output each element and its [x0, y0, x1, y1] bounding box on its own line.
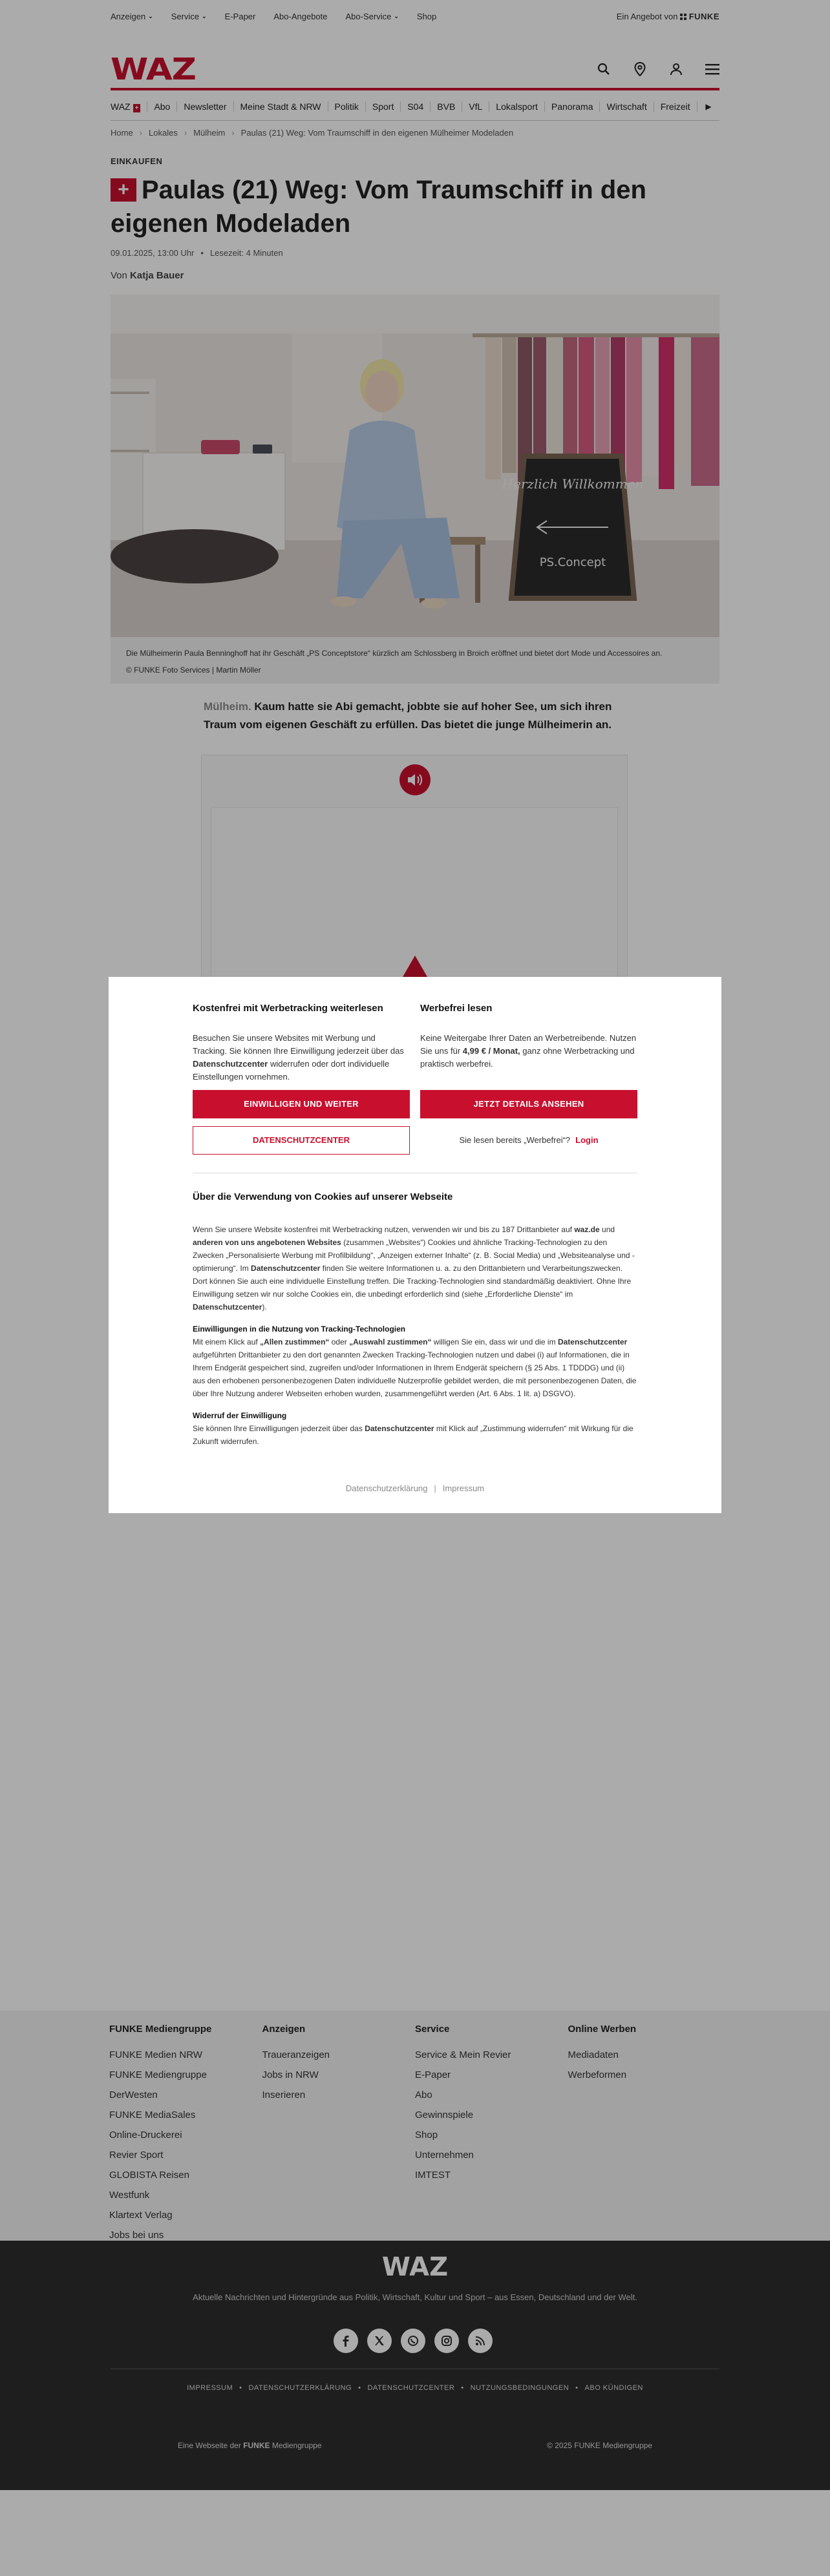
nav-item-wirtschaft[interactable]: Wirtschaft: [600, 101, 654, 112]
footer-link[interactable]: Revier Sport: [109, 2150, 164, 2161]
login-link[interactable]: Login: [575, 1135, 599, 1145]
footer-link[interactable]: Unternehmen: [415, 2150, 474, 2161]
cookie-paragraph-1: Wenn Sie unsere Website kostenfrei mit Werbetracking nutzen, verwenden wir und bis zu 187 Drittanbieter auf waz.de und anderen von uns angebotenen Websites (zusammen „Websites“) Cookies und ähnliche Tracking-Technologien zu den Zwecken „Personalisierte Werbung mit Profilbildung“, „Anzeigen externer Inhalte“ (z. B. Social Media) und „Websiteanalyse und -optimierung“. Im Datenschutzcenter finden Sie weitere Informationen u. a. zu den Drittanbietern und Verarbeitungszwecken. Dort können Sie auch eine individuelle Einstellung treffen. Die Tracking-Technologien sind standardmäßig deaktiviert. Ohne Ihre Einwilligung setzen wir nur solche Cookies ein, die unbedingt erforderlich sind (siehe „Erforderliche Dienste“ im Datenschutzcenter).: [193, 1225, 635, 1312]
imprint-link[interactable]: Impressum: [442, 1483, 485, 1493]
nav-item-meine-stadt[interactable]: Meine Stadt & NRW: [234, 101, 328, 112]
cookie-usage-title: Über die Verwendung von Cookies auf unserer Webseite: [193, 1191, 453, 1202]
lead-place: Mülheim.: [204, 700, 251, 713]
photo-credit: © FUNKE Foto Services | Martin Möller: [126, 665, 261, 675]
nav-item-lokalsport[interactable]: Lokalsport: [489, 101, 545, 112]
waz-domain-text: waz.de: [574, 1225, 600, 1234]
footer-link[interactable]: Online-Druckerei: [109, 2130, 182, 2141]
view-details-button[interactable]: JETZT DETAILS ANSEHEN: [420, 1090, 637, 1118]
chevron-down-icon: ⌄: [202, 13, 207, 19]
nav-item-freizeit[interactable]: Freizeit: [654, 101, 697, 112]
privacy-center-link[interactable]: Datenschutzcenter: [557, 1337, 628, 1346]
footer-link[interactable]: Klartext Verlag: [109, 2210, 173, 2221]
funke-prefix: Ein Angebot von: [616, 12, 678, 21]
cookie-consent-dialog: [109, 977, 721, 1513]
site-of-prefix: Eine Webseite der: [178, 2441, 241, 2450]
privacy-center-link[interactable]: Datenschutzcenter: [251, 1264, 321, 1273]
footer-link[interactable]: Traueranzeigen: [262, 2049, 330, 2060]
breadcrumb-separator-icon: ›: [139, 128, 143, 138]
chevron-down-icon: ⌄: [148, 13, 153, 19]
lead-text: Kaum hatte sie Abi gemacht, jobbte sie auf hoher See, um sich ihren Traum vom eigenen Geschäft zu erfüllen. Das bietet die junge Mülheimerin an.: [204, 700, 612, 731]
privacy-center-link[interactable]: Datenschutzcenter: [193, 1059, 268, 1069]
privacy-center-button[interactable]: DATENSCHUTZCENTER: [193, 1126, 410, 1155]
privacy-policy-link[interactable]: Datenschutzerklärung: [345, 1483, 428, 1493]
nav-item-s04[interactable]: S04: [401, 101, 431, 112]
nav-item-panorama[interactable]: Panorama: [545, 101, 601, 112]
nav-scroll-right-icon[interactable]: ▶: [697, 96, 719, 118]
footer-link[interactable]: Werbeformen: [568, 2069, 627, 2080]
breadcrumb-separator-icon: ›: [231, 128, 235, 138]
utility-link-abo-service[interactable]: Abo-Service ⌄: [345, 12, 399, 21]
author-name[interactable]: Katja Bauer: [130, 270, 184, 281]
footer-link[interactable]: Mediadaten: [568, 2049, 619, 2060]
sign-brand: PS.Concept: [539, 556, 606, 569]
footer-link[interactable]: Shop: [415, 2130, 438, 2141]
reading-time: Lesezeit: 4 Minuten: [209, 248, 283, 258]
consent-tracking-text-1: Besuchen Sie unsere Websites mit Werbung und Tracking. Sie können Ihre Einwilligung jederzeit über das: [193, 1033, 404, 1056]
footer-link[interactable]: Jobs bei uns: [109, 2230, 164, 2241]
consent-footer-links: [109, 1483, 721, 1493]
footer-link[interactable]: Gewinnspiele: [415, 2110, 474, 2120]
plus-badge: +: [133, 104, 141, 112]
funke-brand: FUNKE: [688, 12, 719, 21]
consent-heading-withdraw: Widerruf der Einwilligung: [193, 1411, 287, 1420]
breadcrumb-home[interactable]: Home: [111, 128, 133, 138]
consent-option-tracking: [193, 1003, 410, 1155]
utility-link-shop[interactable]: Shop: [416, 12, 437, 21]
footer-link[interactable]: FUNKE Medien NRW: [109, 2049, 202, 2060]
footer-link[interactable]: Jobs in NRW: [262, 2069, 319, 2080]
chevron-down-icon: ⌄: [394, 13, 399, 19]
footer-column-title: Service: [415, 2024, 450, 2035]
footer-link[interactable]: GLOBISTA Reisen: [109, 2170, 189, 2181]
consent-tracking-text-2: widerrufen oder dort individuelle Einstellungen vornehmen.: [193, 1059, 390, 1082]
breadcrumb-separator-icon: ›: [184, 128, 187, 138]
consent-heading-tracking: Einwilligungen in die Nutzung von Tracking-Technologien: [193, 1325, 406, 1334]
meta-separator: •: [200, 248, 204, 258]
nav-item-bvb[interactable]: BVB: [431, 101, 462, 112]
breadcrumb-current: Paulas (21) Weg: Vom Traumschiff in den eigenen Mülheimer Modeladen: [240, 128, 514, 138]
article-title-text: Paulas (21) Weg: Vom Traumschiff in den eigenen Modeladen: [111, 176, 646, 238]
site-of-suffix: Mediengruppe: [271, 2441, 322, 2450]
adfree-price: 4,99 € / Monat,: [462, 1046, 520, 1056]
footer-link[interactable]: Westfunk: [109, 2190, 150, 2201]
cookie-usage-text: [193, 1223, 637, 1448]
legal-separator: •: [461, 2384, 464, 2392]
footer-link[interactable]: Inserieren: [262, 2089, 306, 2100]
sign-greeting: Herzlich Willkommen: [502, 476, 644, 492]
utility-link-anzeigen[interactable]: Anzeigen ⌄: [111, 12, 153, 21]
consent-tracking-title: Kostenfrei mit Werbetracking weiterlesen: [193, 1003, 383, 1014]
breadcrumb-muelheim[interactable]: Mülheim: [193, 128, 226, 138]
waz-logo[interactable]: WAZ: [111, 52, 196, 87]
footer-column-title: Online Werben: [568, 2024, 637, 2035]
legal-separator: •: [239, 2384, 242, 2392]
legal-link-nutzungsbedingungen[interactable]: NUTZUNGSBEDINGUNGEN: [470, 2384, 569, 2392]
already-subscriber-line: [420, 1126, 637, 1155]
cookie-paragraph-2: Mit einem Klick auf „Allen zustimmen“ oder „Auswahl zustimmen“ willigen Sie ein, dass wir und die im Datenschutzcenter aufgeführten Drittanbieter zu den dort genannten Zwecken Tracking-Technologien nutzen und dabei (i) auf Informationen, die in Ihrem Endgerät gespeichert sind, zugreifen und/oder Informationen in Ihrem Endgerät speichern (§ 25 Abs. 1 TDDDG) und (ii) aus den erhobenen personenbezogenen Daten individuelle Nutzerprofile gebildet werden, die mit personenbezogenen Daten, die über Ihre Nutzung anderer Webseiten erhoben wurden, zusammengeführt werden (Art. 6 Abs. 1 lit. a) DSGVO).: [193, 1337, 637, 1398]
caption-text: Die Mülheimerin Paula Benninghoff hat ihr Geschäft „PS Conceptstore“ kürzlich am Schlossberg in Broich eröffnet und bietet dort Mode und Accessoires an.: [126, 649, 663, 658]
already-reading-text: Sie lesen bereits „Werbefrei“?: [459, 1135, 571, 1145]
site-of-brand: FUNKE: [243, 2441, 270, 2450]
footer-logo[interactable]: WAZ: [381, 2252, 449, 2282]
utility-link-abo-angebote[interactable]: Abo-Angebote: [273, 12, 328, 21]
footer-link[interactable]: FUNKE Mediengruppe: [109, 2069, 207, 2080]
nav-item-waz[interactable]: WAZ +: [111, 101, 147, 112]
breadcrumb-lokales[interactable]: Lokales: [149, 128, 178, 138]
legal-link-datenschutzcenter[interactable]: DATENSCHUTZCENTER: [367, 2384, 455, 2392]
plus-article-icon: +: [111, 178, 136, 202]
footer-link[interactable]: IMTEST: [415, 2170, 451, 2181]
utility-link-epaper[interactable]: E-Paper: [224, 12, 256, 21]
consent-adfree-text: [420, 1032, 637, 1090]
consent-adfree-text-2: ganz ohne Werbetracking und praktisch werbefrei.: [420, 1046, 635, 1069]
legal-link-impressum[interactable]: IMPRESSUM: [187, 2384, 233, 2392]
legal-link-abo-kuendigen[interactable]: ABO KÜNDIGEN: [584, 2384, 643, 2392]
consent-adfree-text-1: Keine Weitergabe Ihrer Daten an Werbetreibende. Nutzen Sie uns für: [420, 1033, 637, 1056]
nav-item-abo[interactable]: Abo: [147, 101, 177, 112]
nav-item-politik[interactable]: Politik: [328, 101, 366, 112]
consent-tracking-text: [193, 1032, 410, 1090]
link-separator: |: [434, 1483, 436, 1493]
consent-option-adfree: [420, 1003, 637, 1155]
nav-item-sport[interactable]: Sport: [366, 101, 401, 112]
legal-separator: •: [358, 2384, 361, 2392]
cookie-paragraph-3: Sie können Ihre Einwilligungen jederzeit über das Datenschutzcenter mit Klick auf „Zustimmung widerrufen“ mit Wirkung für die Zukunft widerrufen.: [193, 1424, 633, 1446]
footer-tagline: Aktuelle Nachrichten und Hintergründe aus Politik, Wirtschaft, Kultur und Sport – aus Essen, Deutschland und der Welt.: [193, 2292, 637, 2302]
author-prefix: Von: [111, 270, 127, 281]
article-date: 09.01.2025, 13:00 Uhr: [111, 248, 195, 258]
utility-link-service[interactable]: Service ⌄: [171, 12, 207, 21]
footer-link[interactable]: DerWesten: [109, 2089, 158, 2100]
accept-and-continue-button[interactable]: EINWILLIGEN UND WEITER: [193, 1090, 410, 1118]
copyright: © 2025 FUNKE Mediengruppe: [547, 2441, 652, 2450]
article-kicker: EINKAUFEN: [111, 156, 163, 166]
privacy-center-link[interactable]: Datenschutzcenter: [193, 1303, 262, 1312]
footer-column-title: Anzeigen: [262, 2024, 306, 2035]
privacy-center-link[interactable]: Datenschutzcenter: [365, 1424, 434, 1433]
footer-link[interactable]: Abo: [415, 2089, 432, 2100]
footer-column-title: FUNKE Mediengruppe: [109, 2024, 212, 2035]
legal-link-datenschutzerklaerung[interactable]: DATENSCHUTZERKLÄRUNG: [248, 2384, 352, 2392]
other-websites-link[interactable]: anderen von uns angebotenen Websites: [193, 1238, 341, 1247]
footer-link[interactable]: E-Paper: [415, 2069, 451, 2080]
nav-item-newsletter[interactable]: Newsletter: [177, 101, 233, 112]
consent-adfree-title: Werbefrei lesen: [420, 1003, 493, 1014]
nav-item-vfl[interactable]: VfL: [462, 101, 489, 112]
footer-link[interactable]: Service & Mein Revier: [415, 2049, 511, 2060]
footer-link[interactable]: FUNKE MediaSales: [109, 2110, 196, 2120]
legal-separator: •: [575, 2384, 579, 2392]
